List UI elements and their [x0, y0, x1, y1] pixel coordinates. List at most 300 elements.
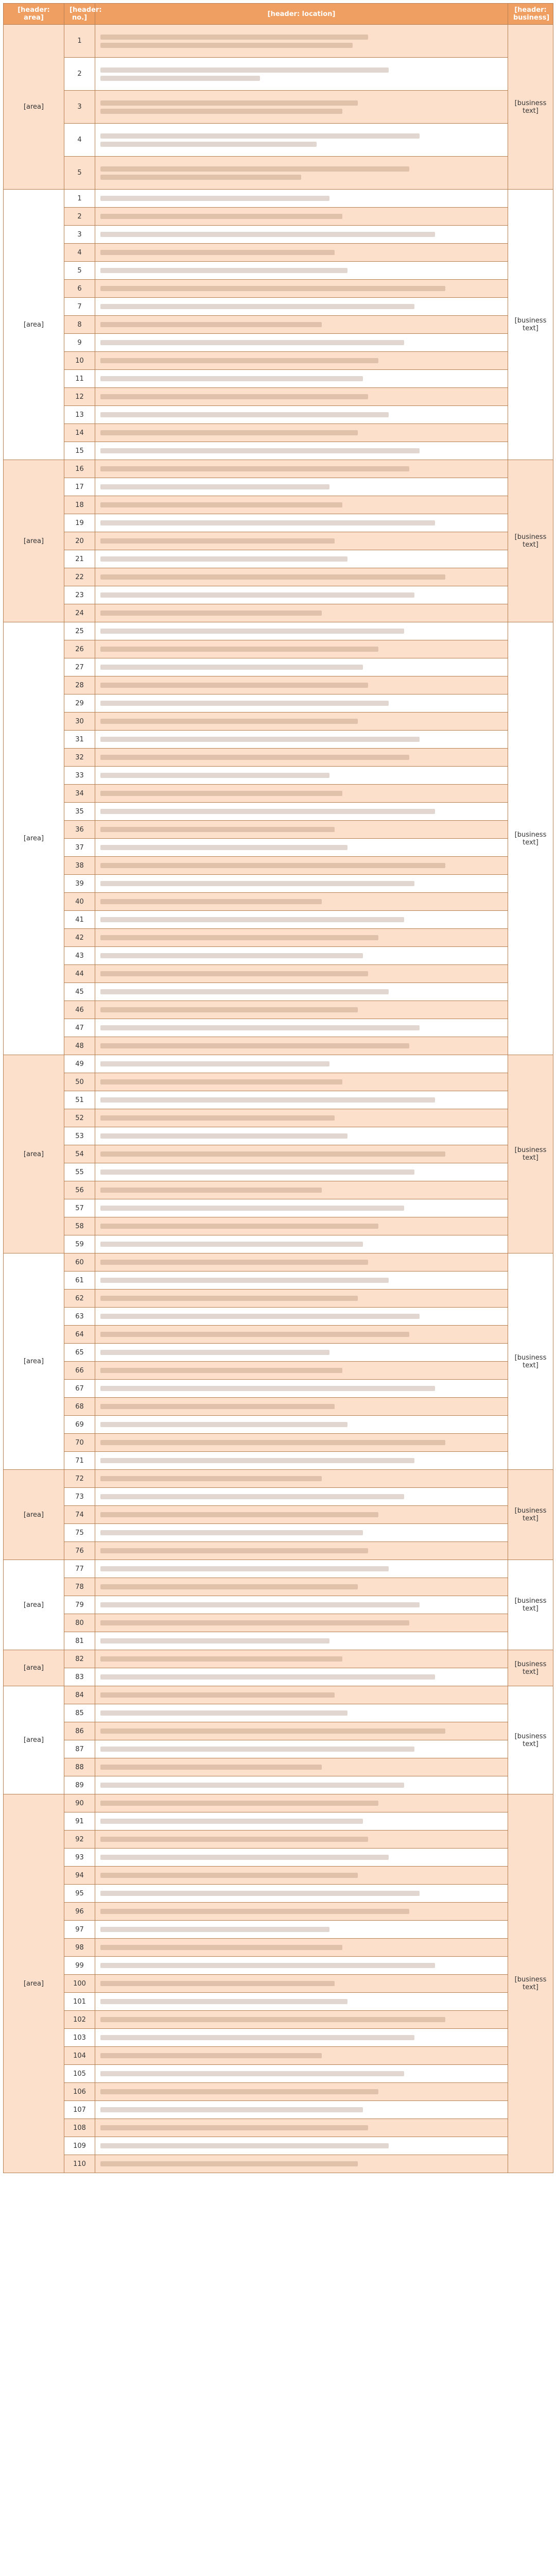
row-number: 63	[64, 1308, 95, 1326]
table-row	[4, 1722, 553, 1740]
row-number: 28	[64, 676, 95, 694]
row-number: 57	[64, 1199, 95, 1217]
row-number: 22	[64, 568, 95, 586]
header-business: [header: business]	[508, 4, 553, 25]
location-cell	[95, 124, 508, 157]
location-cell	[95, 1019, 508, 1037]
area-cell: [area]	[4, 25, 64, 190]
row-number: 101	[64, 1993, 95, 2011]
location-text-placeholder	[100, 358, 502, 363]
table-row	[4, 875, 553, 893]
location-cell	[95, 244, 508, 262]
table-row	[4, 334, 553, 352]
row-number: 91	[64, 1812, 95, 1831]
table-row	[4, 1524, 553, 1542]
row-number: 84	[64, 1686, 95, 1704]
table-row	[4, 226, 553, 244]
location-cell	[95, 1308, 508, 1326]
row-number: 85	[64, 1704, 95, 1722]
location-text-placeholder	[100, 1007, 502, 1012]
location-cell	[95, 352, 508, 370]
row-number: 40	[64, 893, 95, 911]
location-text-placeholder	[100, 1873, 502, 1878]
area-cell: [area]	[4, 1470, 64, 1560]
location-text-placeholder	[100, 1097, 502, 1103]
location-text-placeholder	[100, 1025, 502, 1030]
location-text-placeholder	[100, 899, 502, 904]
table-row	[4, 2083, 553, 2101]
row-number: 61	[64, 1272, 95, 1290]
table-row	[4, 1398, 553, 1416]
row-number: 94	[64, 1867, 95, 1885]
row-number: 47	[64, 1019, 95, 1037]
table-row	[4, 2029, 553, 2047]
location-text-placeholder	[100, 1115, 502, 1121]
location-cell	[95, 694, 508, 713]
row-number: 24	[64, 604, 95, 622]
location-text-placeholder	[100, 133, 502, 147]
table-row	[4, 1470, 553, 1488]
row-number: 39	[64, 875, 95, 893]
business-cell: [business text]	[508, 1650, 553, 1686]
location-text-placeholder	[100, 953, 502, 958]
location-text-placeholder	[100, 1674, 502, 1680]
row-number: 37	[64, 839, 95, 857]
location-text-placeholder	[100, 1061, 502, 1066]
location-cell	[95, 911, 508, 929]
area-cell: [area]	[4, 622, 64, 1055]
table-row	[4, 1686, 553, 1704]
location-cell	[95, 1632, 508, 1650]
location-text-placeholder	[100, 466, 502, 471]
table-row	[4, 1957, 553, 1975]
row-number: 2	[64, 58, 95, 91]
location-text-placeholder	[100, 773, 502, 778]
row-number: 93	[64, 1849, 95, 1867]
location-cell	[95, 713, 508, 731]
table-row	[4, 1794, 553, 1812]
location-cell	[95, 604, 508, 622]
table-row	[4, 694, 553, 713]
row-number: 109	[64, 2137, 95, 2155]
business-cell: [business text]	[508, 1253, 553, 1470]
location-cell	[95, 929, 508, 947]
row-number: 76	[64, 1542, 95, 1560]
row-number: 92	[64, 1831, 95, 1849]
row-number: 46	[64, 1001, 95, 1019]
table-row	[4, 532, 553, 550]
location-cell	[95, 1849, 508, 1867]
row-number: 26	[64, 640, 95, 658]
location-text-placeholder	[100, 1458, 502, 1463]
location-cell	[95, 514, 508, 532]
table-row	[4, 124, 553, 157]
table-row	[4, 893, 553, 911]
table-row	[4, 1650, 553, 1668]
row-number: 31	[64, 731, 95, 749]
location-text-placeholder	[100, 1548, 502, 1553]
location-cell	[95, 1668, 508, 1686]
location-cell	[95, 947, 508, 965]
row-number: 55	[64, 1163, 95, 1181]
table-row	[4, 749, 553, 767]
location-cell	[95, 1885, 508, 1903]
location-text-placeholder	[100, 1170, 502, 1175]
table-row	[4, 1199, 553, 1217]
row-number: 52	[64, 1109, 95, 1127]
table-row	[4, 1506, 553, 1524]
location-text-placeholder	[100, 1819, 502, 1824]
location-text-placeholder	[100, 791, 502, 796]
table-row	[4, 2011, 553, 2029]
table-row	[4, 1993, 553, 2011]
location-text-placeholder	[100, 250, 502, 255]
row-number: 99	[64, 1957, 95, 1975]
row-number: 51	[64, 1091, 95, 1109]
location-cell	[95, 857, 508, 875]
location-text-placeholder	[100, 1494, 502, 1499]
location-text-placeholder	[100, 1765, 502, 1770]
location-text-placeholder	[100, 1728, 502, 1734]
location-cell	[95, 1290, 508, 1308]
location-cell	[95, 226, 508, 244]
row-number: 4	[64, 124, 95, 157]
location-cell	[95, 58, 508, 91]
location-cell	[95, 568, 508, 586]
table-row	[4, 442, 553, 460]
location-text-placeholder	[100, 1404, 502, 1409]
location-cell	[95, 1145, 508, 1163]
location-text-placeholder	[100, 340, 502, 345]
location-cell	[95, 1362, 508, 1380]
location-text-placeholder	[100, 538, 502, 544]
row-number: 19	[64, 514, 95, 532]
table-row	[4, 1632, 553, 1650]
row-number: 73	[64, 1488, 95, 1506]
table-row	[4, 1344, 553, 1362]
location-text-placeholder	[100, 845, 502, 850]
location-text-placeholder	[100, 611, 502, 616]
location-text-placeholder	[100, 1927, 502, 1932]
location-cell	[95, 1596, 508, 1614]
location-cell	[95, 190, 508, 208]
table-row	[4, 370, 553, 388]
table-row	[4, 388, 553, 406]
row-number: 14	[64, 424, 95, 442]
row-number: 8	[64, 316, 95, 334]
location-text-placeholder	[100, 1151, 502, 1157]
location-text-placeholder	[100, 1602, 502, 1607]
table-row	[4, 460, 553, 478]
location-text-placeholder	[100, 520, 502, 526]
row-number: 27	[64, 658, 95, 676]
row-number: 5	[64, 262, 95, 280]
location-text-placeholder	[100, 2107, 502, 2112]
table-header-row	[4, 4, 553, 25]
location-cell	[95, 25, 508, 58]
table-row	[4, 947, 553, 965]
location-text-placeholder	[100, 971, 502, 976]
table-row	[4, 478, 553, 496]
location-text-placeholder	[100, 935, 502, 940]
location-text-placeholder	[100, 1386, 502, 1391]
business-cell: [business text]	[508, 1686, 553, 1794]
location-cell	[95, 262, 508, 280]
location-cell	[95, 496, 508, 514]
service-outlet-table	[3, 3, 553, 2173]
area-cell: [area]	[4, 1253, 64, 1470]
table-row	[4, 1758, 553, 1776]
business-cell: [business text]	[508, 190, 553, 460]
row-number: 17	[64, 478, 95, 496]
table-row	[4, 1488, 553, 1506]
row-number: 12	[64, 388, 95, 406]
table-row	[4, 1812, 553, 1831]
location-cell	[95, 1975, 508, 1993]
table-row	[4, 731, 553, 749]
location-text-placeholder	[100, 1260, 502, 1265]
location-text-placeholder	[100, 863, 502, 868]
location-text-placeholder	[100, 1188, 502, 1193]
row-number: 59	[64, 1235, 95, 1253]
row-number: 48	[64, 1037, 95, 1055]
row-number: 7	[64, 298, 95, 316]
row-number: 15	[64, 442, 95, 460]
row-number: 4	[64, 244, 95, 262]
location-cell	[95, 478, 508, 496]
location-cell	[95, 1776, 508, 1794]
location-cell	[95, 1614, 508, 1632]
location-cell	[95, 676, 508, 694]
location-text-placeholder	[100, 2071, 502, 2076]
table-row	[4, 244, 553, 262]
table-row	[4, 1073, 553, 1091]
table-row	[4, 1235, 553, 1253]
location-text-placeholder	[100, 647, 502, 652]
location-cell	[95, 821, 508, 839]
location-text-placeholder	[100, 1278, 502, 1283]
location-cell	[95, 1181, 508, 1199]
table-row	[4, 2155, 553, 2173]
business-cell: [business text]	[508, 1055, 553, 1253]
table-row	[4, 1145, 553, 1163]
table-row	[4, 1939, 553, 1957]
table-row	[4, 496, 553, 514]
area-cell: [area]	[4, 460, 64, 622]
table-row	[4, 803, 553, 821]
location-text-placeholder	[100, 1945, 502, 1950]
header-area: [header: area]	[4, 4, 64, 25]
table-row	[4, 622, 553, 640]
row-number: 29	[64, 694, 95, 713]
location-text-placeholder	[100, 1656, 502, 1662]
row-number: 9	[64, 334, 95, 352]
location-text-placeholder	[100, 376, 502, 381]
row-number: 44	[64, 965, 95, 983]
area-cell: [area]	[4, 1686, 64, 1794]
row-number: 103	[64, 2029, 95, 2047]
location-cell	[95, 1127, 508, 1145]
location-text-placeholder	[100, 881, 502, 886]
location-cell	[95, 983, 508, 1001]
row-number: 23	[64, 586, 95, 604]
table-body	[4, 25, 553, 2173]
location-cell	[95, 1867, 508, 1885]
row-number: 68	[64, 1398, 95, 1416]
location-cell	[95, 1740, 508, 1758]
location-cell	[95, 1758, 508, 1776]
location-cell	[95, 1704, 508, 1722]
row-number: 60	[64, 1253, 95, 1272]
table-row	[4, 157, 553, 190]
location-text-placeholder	[100, 1783, 502, 1788]
location-cell	[95, 1722, 508, 1740]
location-cell	[95, 460, 508, 478]
row-number: 98	[64, 1939, 95, 1957]
location-cell	[95, 1524, 508, 1542]
location-cell	[95, 550, 508, 568]
location-cell	[95, 749, 508, 767]
row-number: 41	[64, 911, 95, 929]
location-cell	[95, 208, 508, 226]
table-row	[4, 1001, 553, 1019]
row-number: 3	[64, 226, 95, 244]
location-cell	[95, 1957, 508, 1975]
location-cell	[95, 370, 508, 388]
location-cell	[95, 1993, 508, 2011]
table-row	[4, 1416, 553, 1434]
row-number: 105	[64, 2065, 95, 2083]
row-number: 74	[64, 1506, 95, 1524]
table-row	[4, 568, 553, 586]
table-row	[4, 640, 553, 658]
location-cell	[95, 767, 508, 785]
location-cell	[95, 1578, 508, 1596]
location-text-placeholder	[100, 67, 502, 81]
table-row	[4, 1867, 553, 1885]
location-text-placeholder	[100, 430, 502, 435]
row-number: 64	[64, 1326, 95, 1344]
table-row	[4, 25, 553, 58]
row-number: 54	[64, 1145, 95, 1163]
area-cell: [area]	[4, 1794, 64, 2173]
row-number: 45	[64, 983, 95, 1001]
row-number: 36	[64, 821, 95, 839]
location-cell	[95, 334, 508, 352]
location-text-placeholder	[100, 2125, 502, 2130]
area-cell: [area]	[4, 1560, 64, 1650]
location-text-placeholder	[100, 304, 502, 309]
location-text-placeholder	[100, 1566, 502, 1571]
table-row	[4, 1542, 553, 1560]
table-row	[4, 1127, 553, 1145]
row-number: 58	[64, 1217, 95, 1235]
location-text-placeholder	[100, 1638, 502, 1643]
location-text-placeholder	[100, 1296, 502, 1301]
table-row	[4, 406, 553, 424]
row-number: 42	[64, 929, 95, 947]
table-row	[4, 1362, 553, 1380]
location-cell	[95, 2137, 508, 2155]
row-number: 38	[64, 857, 95, 875]
table-row	[4, 514, 553, 532]
table-row	[4, 983, 553, 1001]
row-number: 83	[64, 1668, 95, 1686]
row-number: 90	[64, 1794, 95, 1812]
table-row	[4, 352, 553, 370]
table-row	[4, 911, 553, 929]
row-number: 78	[64, 1578, 95, 1596]
row-number: 108	[64, 2119, 95, 2137]
location-text-placeholder	[100, 448, 502, 453]
location-text-placeholder	[100, 1043, 502, 1048]
location-text-placeholder	[100, 166, 502, 180]
row-number: 79	[64, 1596, 95, 1614]
row-number: 10	[64, 352, 95, 370]
row-number: 11	[64, 370, 95, 388]
table-row	[4, 208, 553, 226]
row-number: 67	[64, 1380, 95, 1398]
table-row	[4, 280, 553, 298]
location-text-placeholder	[100, 683, 502, 688]
table-row	[4, 2137, 553, 2155]
row-number: 16	[64, 460, 95, 478]
location-cell	[95, 1253, 508, 1272]
location-text-placeholder	[100, 196, 502, 201]
location-text-placeholder	[100, 412, 502, 417]
row-number: 70	[64, 1434, 95, 1452]
table-row	[4, 1578, 553, 1596]
row-number: 75	[64, 1524, 95, 1542]
table-row	[4, 767, 553, 785]
row-number: 80	[64, 1614, 95, 1632]
row-number: 2	[64, 208, 95, 226]
location-text-placeholder	[100, 1440, 502, 1445]
location-text-placeholder	[100, 1620, 502, 1625]
location-text-placeholder	[100, 1999, 502, 2004]
location-text-placeholder	[100, 1530, 502, 1535]
location-cell	[95, 1542, 508, 1560]
location-cell	[95, 803, 508, 821]
row-number: 86	[64, 1722, 95, 1740]
table-row	[4, 1272, 553, 1290]
row-number: 65	[64, 1344, 95, 1362]
row-number: 110	[64, 2155, 95, 2173]
table-row	[4, 424, 553, 442]
location-cell	[95, 442, 508, 460]
table-row	[4, 1921, 553, 1939]
table-row	[4, 839, 553, 857]
location-cell	[95, 1235, 508, 1253]
header-location: [header: location]	[95, 4, 508, 25]
row-number: 30	[64, 713, 95, 731]
location-text-placeholder	[100, 592, 502, 598]
location-text-placeholder	[100, 574, 502, 580]
location-cell	[95, 839, 508, 857]
location-text-placeholder	[100, 737, 502, 742]
table-row	[4, 821, 553, 839]
location-text-placeholder	[100, 629, 502, 634]
table-row	[4, 1668, 553, 1686]
location-text-placeholder	[100, 394, 502, 399]
location-text-placeholder	[100, 809, 502, 814]
row-number: 53	[64, 1127, 95, 1145]
location-cell	[95, 1199, 508, 1217]
location-text-placeholder	[100, 827, 502, 832]
row-number: 95	[64, 1885, 95, 1903]
business-cell: [business text]	[508, 460, 553, 622]
location-cell	[95, 640, 508, 658]
